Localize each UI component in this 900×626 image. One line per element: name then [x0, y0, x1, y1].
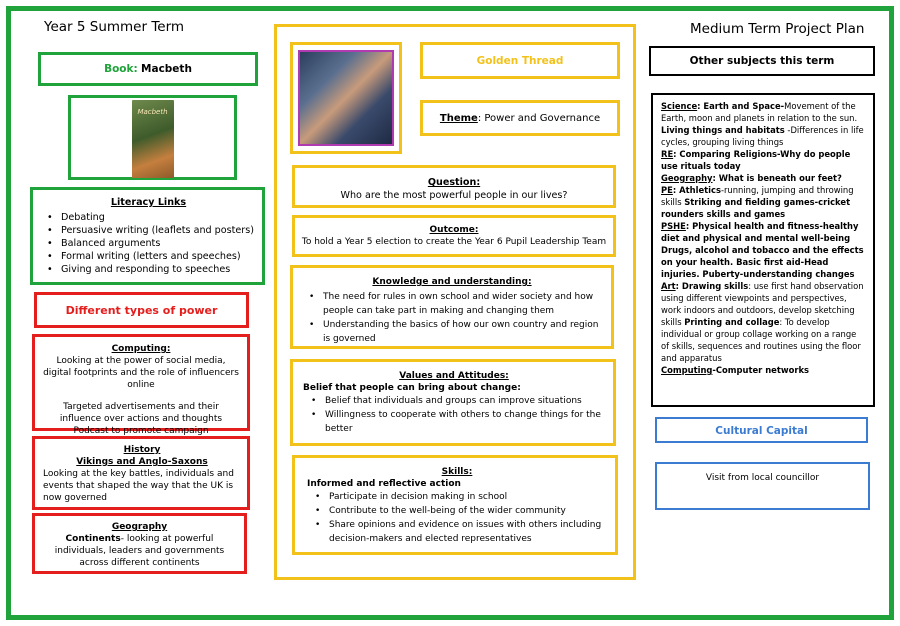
computing-entry: Computing-Computer networks — [661, 365, 810, 375]
computing-para-1: Looking at the power of social media, digital footprints and the role of influencers online — [43, 356, 239, 390]
cultural-capital-heading-box — [655, 417, 868, 443]
outcome-title: Outcome: — [429, 225, 479, 235]
list-item: • Understanding the basics of how our own country and region is governed — [301, 318, 603, 346]
skills-title: Skills: — [441, 467, 473, 477]
values-box — [290, 359, 616, 446]
outcome-box — [292, 215, 616, 257]
knowledge-title: Knowledge and understanding: — [372, 277, 532, 287]
book-cover-title: Macbeth — [137, 108, 168, 116]
other-subjects-heading: Other subjects this term — [689, 55, 835, 67]
computing-para-3: Podcast to promote campaign — [73, 426, 209, 436]
list-item: • The need for rules in own school and wider society and how people can take part in making and changing them — [301, 290, 603, 318]
list-item: • Persuasive writing (leaflets and posters) — [39, 224, 258, 237]
knowledge-list — [301, 290, 603, 346]
values-title: Values and Attitudes: — [399, 371, 509, 381]
book-cover-image — [132, 100, 174, 178]
leaders-photo — [298, 50, 394, 146]
list-item: • Formal writing (letters and speeches) — [39, 250, 258, 263]
list-item: • Participate in decision making in school — [307, 490, 607, 504]
book-title: Macbeth — [141, 63, 192, 75]
skills-lead: Informed and reflective action — [307, 479, 461, 489]
history-box — [32, 436, 250, 510]
list-item: • Debating — [39, 211, 258, 224]
photo-box — [290, 42, 402, 154]
values-lead: Belief that people can bring about change: — [303, 383, 521, 393]
golden-thread-box — [420, 42, 620, 79]
computing-box — [32, 334, 250, 436]
pshe-entry: PSHE: Physical health and fitness-healthy diet and physical and mental well-being Drugs, alcohol and tobacco and the effects on your health. Basic first aid-Head injuries. Puberty-understanding changes — [661, 221, 864, 279]
values-list — [303, 394, 605, 436]
literacy-box — [30, 187, 265, 285]
geography-title: Geography — [111, 522, 168, 532]
cultural-capital-heading: Cultural Capital — [715, 425, 808, 437]
book-label: Book: — [104, 63, 138, 75]
theme-value: : Power and Governance — [477, 113, 601, 124]
power-heading: Different types of power — [65, 304, 218, 317]
computing-para-2: Targeted advertisements and their influence over actions and thoughts — [59, 402, 223, 424]
skills-box — [292, 455, 618, 555]
history-text: Looking at the key battles, individuals and events that shaped the way that the UK is now governed — [43, 469, 234, 503]
power-heading-box — [34, 292, 249, 328]
literacy-list — [39, 211, 258, 276]
geography-lead: Continents — [65, 534, 121, 544]
history-subtitle: Vikings and Anglo-Saxons — [76, 457, 208, 467]
knowledge-box — [290, 265, 614, 349]
list-item: • Giving and responding to speeches — [39, 263, 258, 276]
other-subjects-box — [651, 93, 875, 407]
list-item: • Share opinions and evidence on issues with others including decision-makers and elected representatives — [307, 518, 607, 546]
other-subjects-heading-box — [649, 46, 875, 76]
question-text: Who are the most powerful people in our lives? — [340, 190, 568, 201]
question-box — [292, 165, 616, 208]
outcome-text: To hold a Year 5 election to create the Year 6 Pupil Leadership Team — [301, 237, 607, 247]
book-box — [38, 52, 258, 86]
theme-box — [420, 100, 620, 136]
computing-title: Computing: — [111, 344, 171, 354]
list-item: • Willingness to cooperate with others to change things for the better — [303, 408, 605, 436]
golden-thread-label: Golden Thread — [476, 55, 564, 67]
plan-title: Medium Term Project Plan — [690, 21, 865, 37]
list-item: • Balanced arguments — [39, 237, 258, 250]
geography-box — [32, 513, 247, 574]
art-entry: Art: Drawing skills: use first hand observation using different viewpoints and perspectives, work indoors and outdoors, develop sketching skills Printing and collage: To develop individual or group collage working on a range of skills, sequences and routines using the floor and apparatus — [661, 281, 864, 363]
book-cover-box — [68, 95, 237, 180]
re-entry: RE: Comparing Religions-Why do people use rituals today — [661, 149, 851, 171]
literacy-title: Literacy Links — [110, 197, 187, 208]
history-title: History — [123, 445, 161, 455]
skills-list — [307, 490, 607, 546]
geography-text: - looking at powerful individuals, leaders and governments across different continents — [54, 534, 225, 568]
list-item: • Belief that individuals and groups can improve situations — [303, 394, 605, 408]
geography-entry: Geography: What is beneath our feet? — [661, 173, 842, 183]
theme-label: Theme — [439, 113, 478, 124]
cultural-capital-box — [655, 462, 870, 510]
list-item: • Contribute to the well-being of the wider community — [307, 504, 607, 518]
term-title: Year 5 Summer Term — [44, 19, 185, 35]
cultural-capital-text: Visit from local councillor — [705, 473, 820, 483]
question-title: Question: — [427, 177, 481, 188]
science-entry: Science: Earth and Space-Movement of the Earth, moon and planets in relation to the sun. Living things and habitats -Differences in life cycles, grouping living things — [661, 101, 864, 147]
pe-entry: PE: Athletics-running, jumping and throwing skills Striking and fielding games-cricket rounders skills and games — [661, 185, 854, 219]
